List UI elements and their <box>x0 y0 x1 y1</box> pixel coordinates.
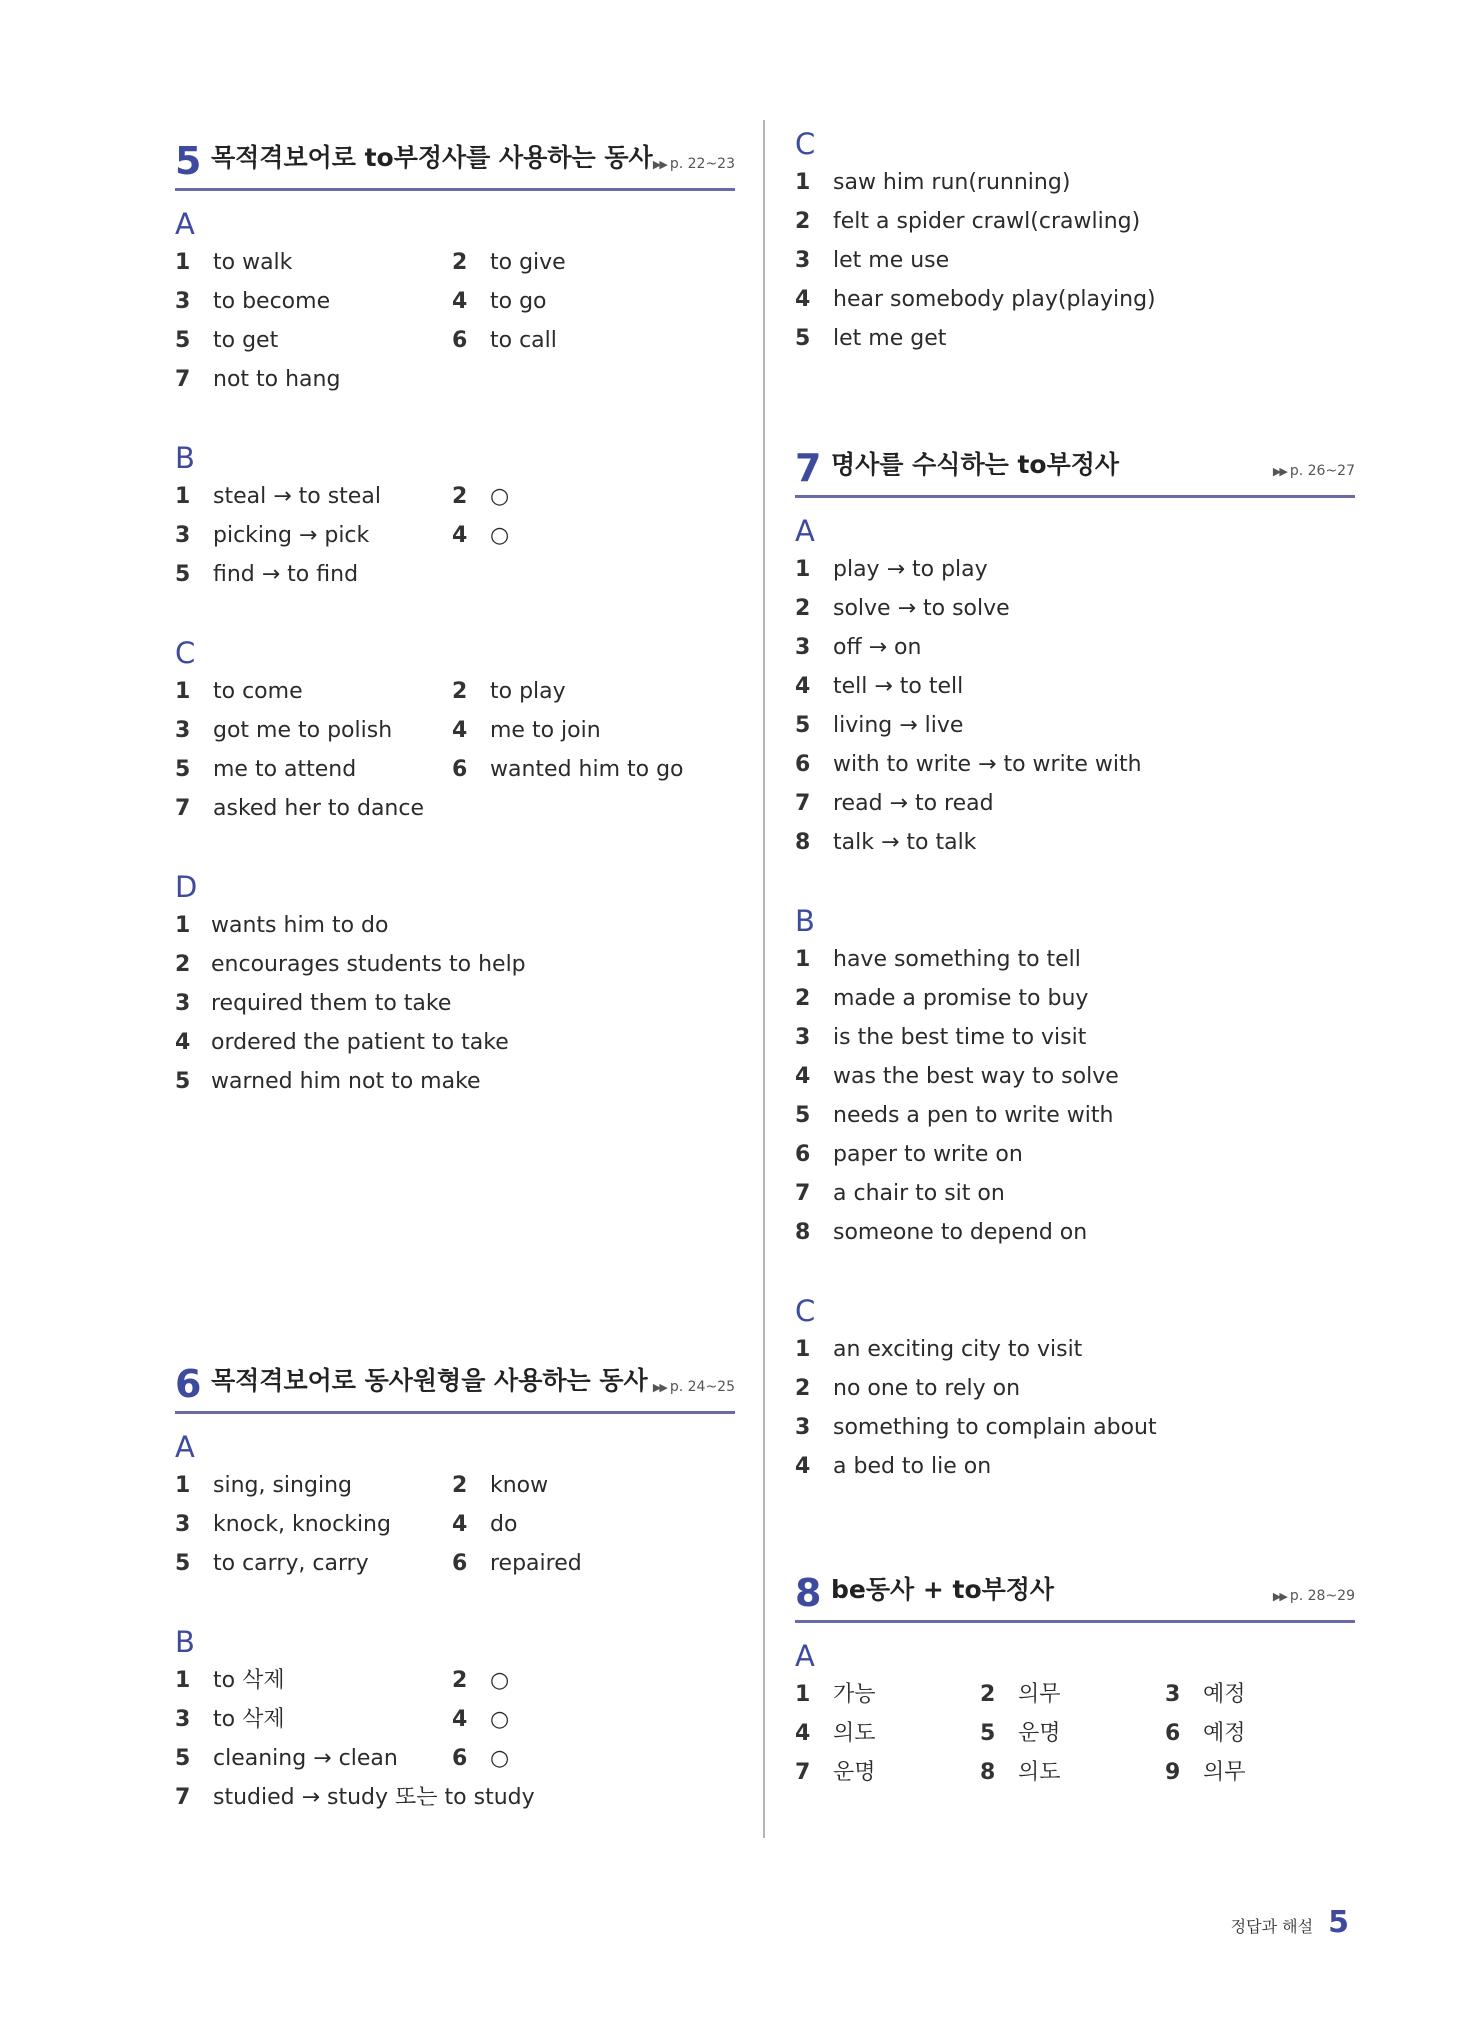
answer-item: 8 someone to depend on <box>795 1220 1088 1245</box>
group-letter-c: C <box>175 636 196 670</box>
answer-item: 2 to play <box>452 679 566 704</box>
answer-item: 4 do <box>452 1512 518 1537</box>
answer-item: 3 got me to polish <box>175 718 393 743</box>
answer-row <box>795 280 1355 319</box>
answer-item: 3 knock, knocking <box>175 1512 391 1537</box>
answer-row <box>175 1023 735 1062</box>
answer-row <box>795 1675 1355 1714</box>
answer-item: 7 read → to read <box>795 791 994 816</box>
answer-row <box>795 1096 1355 1135</box>
answer-row <box>175 984 735 1023</box>
answer-row <box>795 589 1355 628</box>
double-play-icon: ▶▶ <box>652 1381 666 1394</box>
answer-item: 3 off → on <box>795 635 922 660</box>
answer-item: 3 예정 <box>1165 1682 1246 1707</box>
answer-row <box>795 628 1355 667</box>
section-6-header <box>175 1351 735 1414</box>
answer-item: 1 saw him run(running) <box>795 170 1071 195</box>
group-letter-a: A <box>175 1430 195 1464</box>
answer-row <box>175 1062 735 1101</box>
answer-item: 3 to 삭제 <box>175 1707 285 1732</box>
group-letter-b: B <box>795 904 815 938</box>
answer-item: 6 paper to write on <box>795 1142 1023 1167</box>
answer-row <box>795 1057 1355 1096</box>
answer-row <box>175 750 735 789</box>
answer-row <box>175 945 735 984</box>
answer-row <box>175 1505 735 1544</box>
section-title: 목적격보어로 동사원형을 사용하는 동사 <box>211 1366 648 1395</box>
answer-item: 3 required them to take <box>175 991 452 1016</box>
answer-item: 3 picking → pick <box>175 523 370 548</box>
answer-item: 1 가능 <box>795 1682 876 1707</box>
answer-item: 7 not to hang <box>175 367 341 392</box>
answer-item: 2 made a promise to buy <box>795 986 1089 1011</box>
group-letter-a: A <box>795 1639 815 1673</box>
answer-item: 5 cleaning → clean <box>175 1746 398 1771</box>
answer-row <box>795 1135 1355 1174</box>
double-play-icon: ▶▶ <box>1272 1590 1286 1603</box>
answer-row <box>795 1018 1355 1057</box>
answer-item: 7 studied → study 또는 to study <box>175 1785 535 1810</box>
answer-row <box>175 555 735 594</box>
answer-item: 5 운명 <box>980 1721 1061 1746</box>
answer-item: 5 to get <box>175 328 279 353</box>
answer-row <box>795 1213 1355 1252</box>
left-column <box>175 128 735 1817</box>
answer-item: 5 to carry, carry <box>175 1551 369 1576</box>
footer-label: 정답과 해설 <box>1230 1917 1314 1936</box>
page-reference: ▶▶ p. 24~25 <box>652 1379 735 1395</box>
answer-item: 2 to give <box>452 250 566 275</box>
answer-item: 4 hear somebody play(playing) <box>795 287 1156 312</box>
answer-item: 2 ○ <box>452 484 510 509</box>
answer-row <box>795 1714 1355 1753</box>
answer-row <box>175 711 735 750</box>
page-reference: ▶▶ p. 28~29 <box>1272 1588 1355 1604</box>
page-reference: ▶▶ p. 22~23 <box>652 156 735 172</box>
answer-item: 4 tell → to tell <box>795 674 964 699</box>
group-letter-d: D <box>175 870 198 904</box>
answer-row <box>175 906 735 945</box>
answer-item: 4 a bed to lie on <box>795 1454 992 1479</box>
answer-item: 1 to walk <box>175 250 293 275</box>
answer-row <box>795 1753 1355 1792</box>
answer-row <box>795 979 1355 1018</box>
answer-row <box>175 282 735 321</box>
answer-row <box>175 1661 735 1700</box>
answer-row <box>795 1447 1355 1486</box>
answer-item: 1 steal → to steal <box>175 484 381 509</box>
answer-item: 7 운명 <box>795 1760 876 1785</box>
answer-item: 8 의도 <box>980 1760 1061 1785</box>
section-number: 7 <box>795 446 822 490</box>
answer-row <box>175 1544 735 1583</box>
answer-item: 7 a chair to sit on <box>795 1181 1005 1206</box>
answer-row <box>795 550 1355 589</box>
answer-row <box>795 823 1355 862</box>
section-title: 목적격보어로 to부정사를 사용하는 동사 <box>211 143 653 172</box>
page-number: 5 <box>1328 1905 1349 1940</box>
answer-item: 6 ○ <box>452 1746 510 1771</box>
group-letter-c: C <box>795 127 816 161</box>
answer-item: 5 warned him not to make <box>175 1069 481 1094</box>
answer-item: 3 something to complain about <box>795 1415 1157 1440</box>
answer-item: 6 to call <box>452 328 557 353</box>
answer-row <box>795 241 1355 280</box>
group-letter-b: B <box>175 441 195 475</box>
answer-row <box>795 940 1355 979</box>
answer-item: 2 encourages students to help <box>175 952 526 977</box>
answer-item: 1 have something to tell <box>795 947 1081 972</box>
answer-item: 4 was the best way to solve <box>795 1064 1119 1089</box>
answer-row <box>795 745 1355 784</box>
section-5-header <box>175 128 735 191</box>
answer-row <box>175 789 735 828</box>
answer-row <box>795 1174 1355 1213</box>
answer-item: 2 felt a spider crawl(crawling) <box>795 209 1141 234</box>
answer-row <box>795 784 1355 823</box>
answer-row <box>175 1739 735 1778</box>
answer-item: 2 know <box>452 1473 549 1498</box>
answer-item: 2 no one to rely on <box>795 1376 1021 1401</box>
answer-item: 5 living → live <box>795 713 964 738</box>
answer-row <box>175 243 735 282</box>
double-play-icon: ▶▶ <box>652 158 666 171</box>
answer-item: 4 ○ <box>452 523 510 548</box>
answer-item: 3 to become <box>175 289 331 314</box>
answer-item: 5 let me get <box>795 326 947 351</box>
section-number: 8 <box>795 1571 822 1615</box>
answer-row <box>175 360 735 399</box>
answer-row <box>795 1330 1355 1369</box>
group-letter-b: B <box>175 1625 195 1659</box>
answer-row <box>175 516 735 555</box>
answer-item: 4 의도 <box>795 1721 876 1746</box>
answer-row <box>175 1700 735 1739</box>
section-8-header <box>795 1560 1355 1623</box>
answer-item: 2 solve → to solve <box>795 596 1010 621</box>
section-number: 6 <box>175 1362 202 1406</box>
answer-row <box>795 1408 1355 1447</box>
answer-item: 4 to go <box>452 289 547 314</box>
answer-item: 6 with to write → to write with <box>795 752 1142 777</box>
answer-item: 1 to 삭제 <box>175 1668 285 1693</box>
answer-row <box>795 1369 1355 1408</box>
answer-item: 7 asked her to dance <box>175 796 425 821</box>
answer-item: 1 sing, singing <box>175 1473 352 1498</box>
answer-item: 2 ○ <box>452 1668 510 1693</box>
group-letter-a: A <box>175 207 195 241</box>
section-7-header <box>795 435 1355 498</box>
answer-row <box>175 672 735 711</box>
answer-item: 1 to come <box>175 679 303 704</box>
answer-item: 4 me to join <box>452 718 601 743</box>
section-title: 명사를 수식하는 to부정사 <box>831 450 1120 479</box>
answer-row <box>175 1778 735 1817</box>
answer-item: 2 의무 <box>980 1682 1061 1707</box>
answer-item: 1 play → to play <box>795 557 988 582</box>
double-play-icon: ▶▶ <box>1272 465 1286 478</box>
answer-item: 8 talk → to talk <box>795 830 977 855</box>
answer-row <box>795 706 1355 745</box>
answer-item: 1 wants him to do <box>175 913 389 938</box>
right-column <box>795 128 1355 1792</box>
answer-item: 5 find → to find <box>175 562 359 587</box>
group-letter-a: A <box>795 514 815 548</box>
answer-item: 3 let me use <box>795 248 950 273</box>
answer-item: 3 is the best time to visit <box>795 1025 1087 1050</box>
answer-row <box>795 163 1355 202</box>
answer-item: 1 an exciting city to visit <box>795 1337 1083 1362</box>
answer-row <box>175 321 735 360</box>
answer-item: 6 예정 <box>1165 1721 1246 1746</box>
answer-row <box>175 1466 735 1505</box>
section-number: 5 <box>175 139 202 183</box>
answer-item: 5 needs a pen to write with <box>795 1103 1114 1128</box>
answer-row <box>795 319 1355 358</box>
answer-item: 6 repaired <box>452 1551 582 1576</box>
page-reference: ▶▶ p. 26~27 <box>1272 463 1355 479</box>
page-footer <box>1231 1905 1349 1940</box>
answer-row <box>795 667 1355 706</box>
answer-item: 6 wanted him to go <box>452 757 684 782</box>
answer-item: 4 ordered the patient to take <box>175 1030 509 1055</box>
answer-item: 4 ○ <box>452 1707 510 1732</box>
column-divider <box>763 120 765 1838</box>
answer-row <box>795 202 1355 241</box>
answer-item: 9 의무 <box>1165 1760 1246 1785</box>
group-letter-c: C <box>795 1294 816 1328</box>
section-title: be동사 + to부정사 <box>831 1575 1055 1604</box>
answer-item: 5 me to attend <box>175 757 357 782</box>
answer-row <box>175 477 735 516</box>
